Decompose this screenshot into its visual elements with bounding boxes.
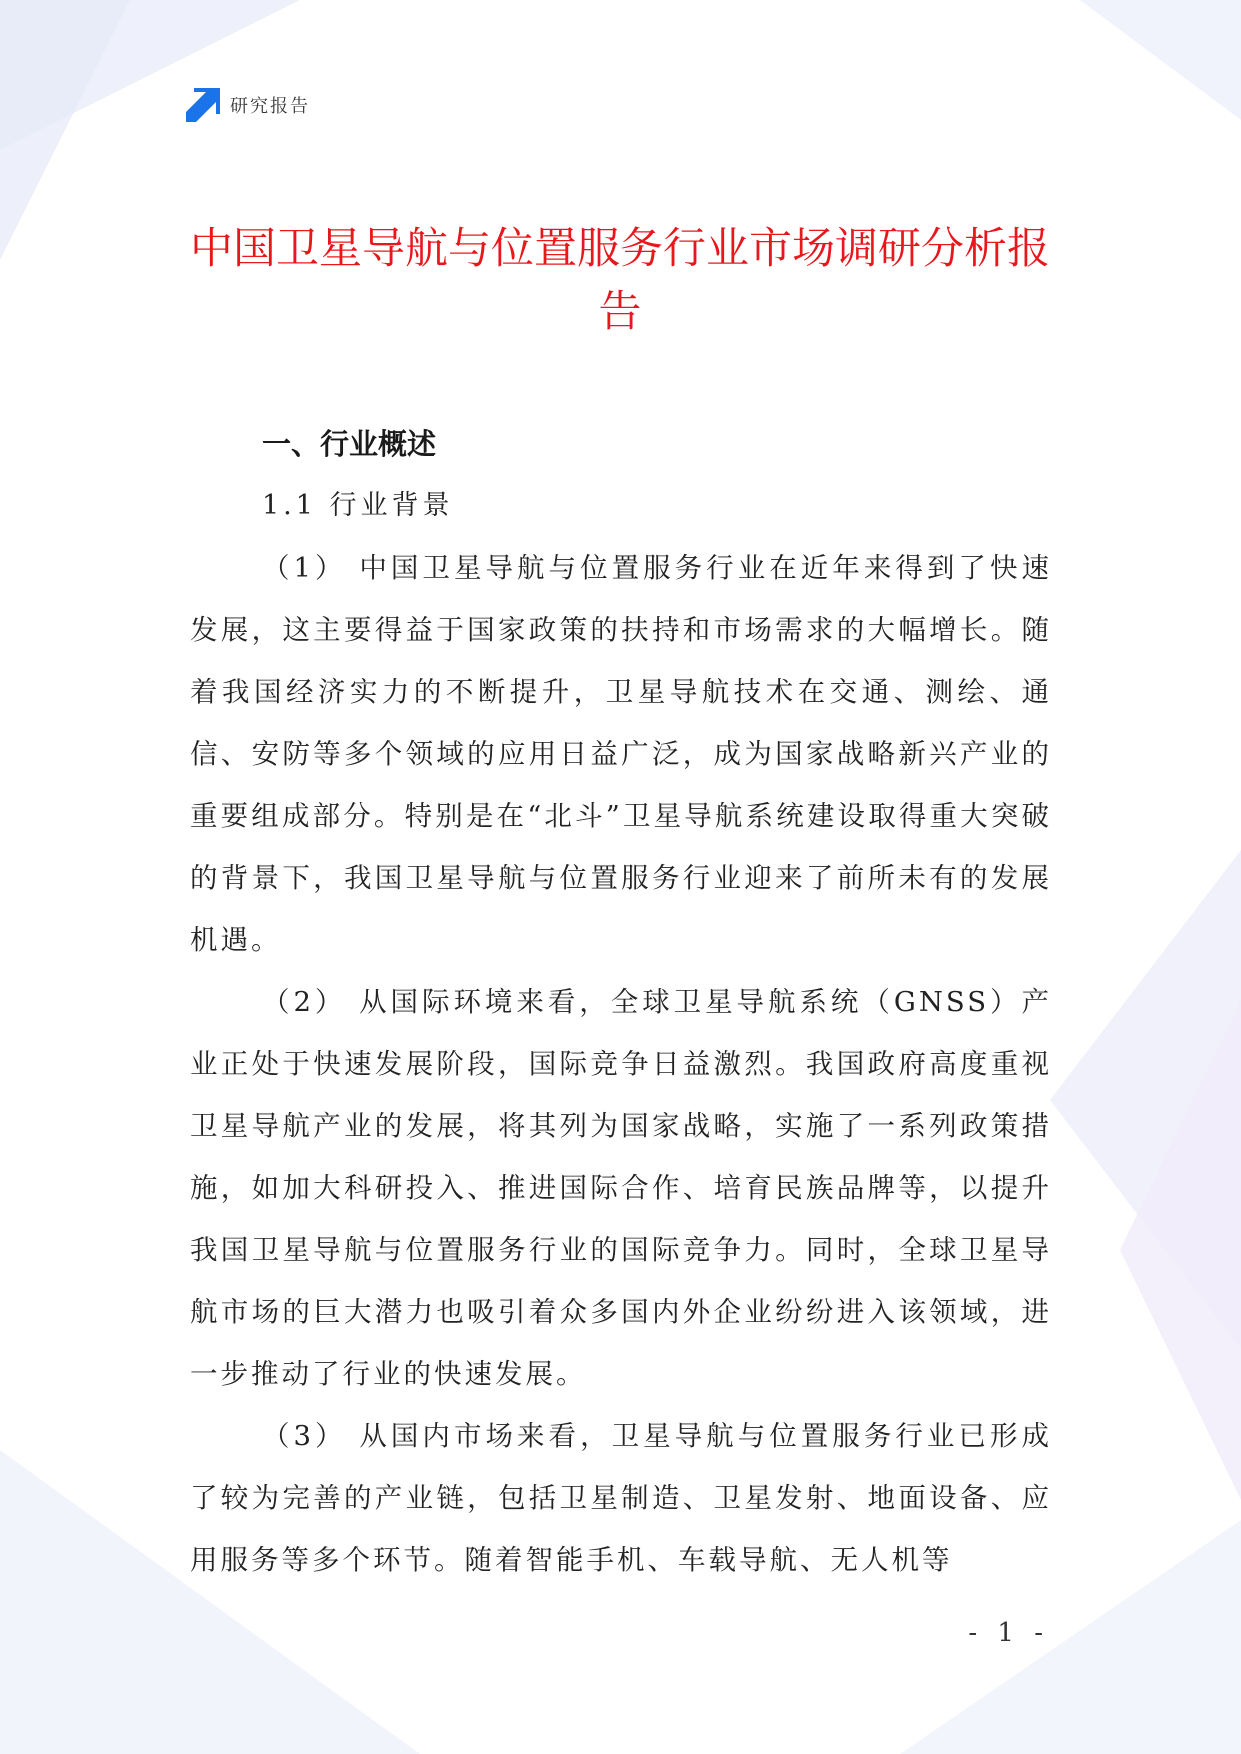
header-label: 研究报告 [230, 96, 310, 117]
document-body [190, 413, 1052, 1591]
page-number: - 1 - [968, 1618, 1049, 1648]
report-header [186, 88, 310, 122]
paragraph-2: （2） 从国际环境来看，全球卫星导航系统（GNSS）产业正处于快速发展阶段，国际竞争日益激烈。我国政府高度重视卫星导航产业的发展，将其列为国家战略，实施了一系列政策措施，如加大科研投入、推进国际合作、培育民族品牌等，以提升我国卫星导航与位置服务行业的国际竞争力。同时，全球卫星导航市场的巨大潜力也吸引着众多国内外企业纷纷进入该领域，进一步推动了行业的快速发展。 [190, 986, 1052, 1390]
arrow-up-right-icon [186, 88, 220, 122]
document-title: 中国卫星导航与位置服务行业市场调研分析报告 [190, 224, 1050, 337]
section-heading: 一、行业概述 [262, 427, 437, 461]
paragraph-3: （3） 从国内市场来看，卫星导航与位置服务行业已形成了较为完善的产业链，包括卫星制造、卫星发射、地面设备、应用服务等多个环节。随着智能手机、车载导航、无人机等 [190, 1420, 1052, 1576]
paragraph-1: （1） 中国卫星导航与位置服务行业在近年来得到了快速发展，这主要得益于国家政策的扶持和市场需求的大幅增长。随着我国经济实力的不断提升，卫星导航技术在交通、测绘、通信、安防等多个领域的应用日益广泛，成为国家战略新兴产业的重要组成部分。特别是在“北斗”卫星导航系统建设取得重大突破的背景下，我国卫星导航与位置服务行业迎来了前所未有的发展机遇。 [190, 552, 1052, 956]
subsection-heading: 1.1 行业背景 [262, 490, 454, 521]
